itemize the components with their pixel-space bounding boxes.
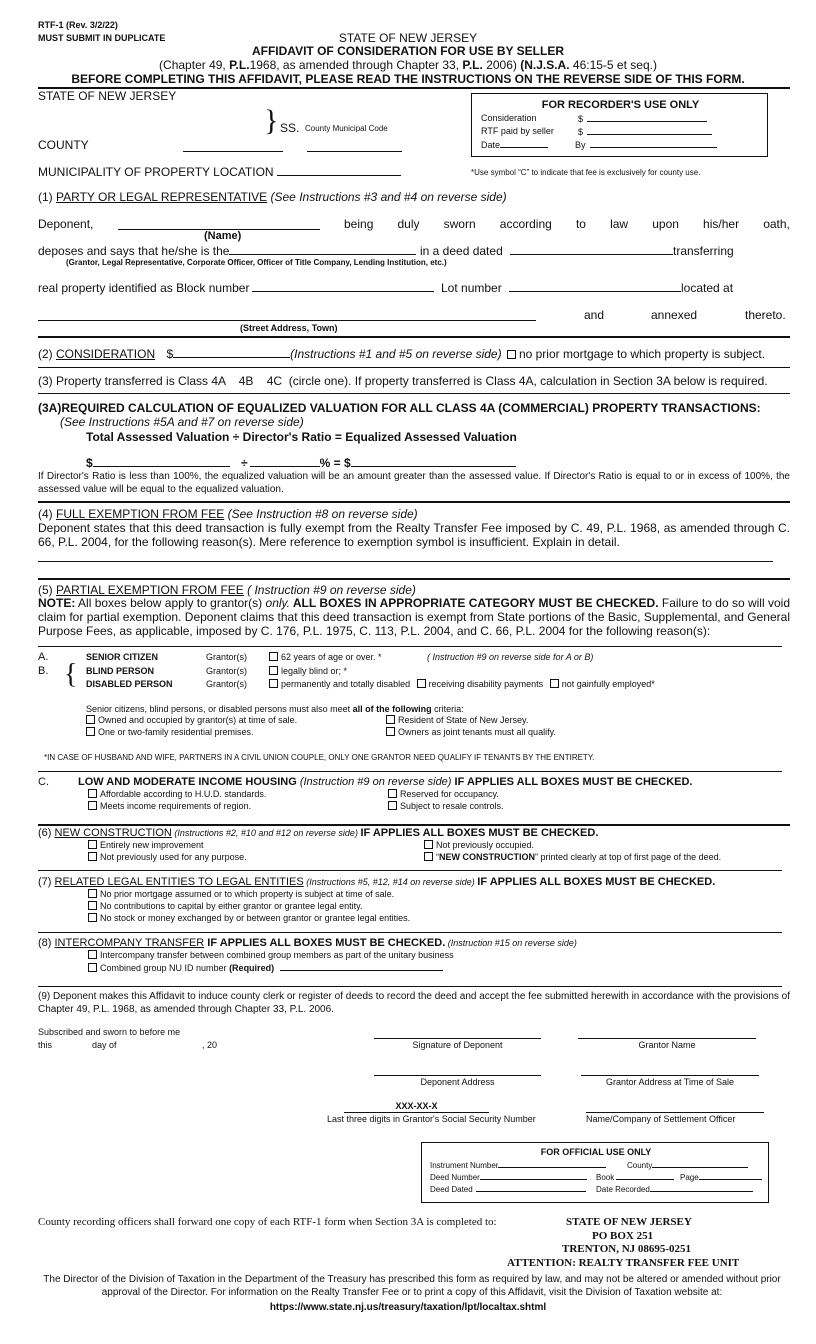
s2-rule (38, 367, 790, 368)
s3-rule (38, 393, 790, 394)
equalized-value-line[interactable] (351, 456, 516, 467)
consideration-amount-line[interactable] (173, 347, 290, 358)
s8-option-1: Intercompany transfer between combined group members as part of the unitary business (88, 950, 454, 960)
s1-transferring: transferring (673, 244, 734, 258)
s8-checkbox-1[interactable] (88, 950, 97, 959)
s1-lot: Lot number (441, 281, 681, 295)
addr-line-2: PO BOX 251 (592, 1230, 654, 1242)
s8-checkbox-2[interactable] (88, 963, 97, 972)
s1-thereto: thereto. (745, 308, 786, 322)
perm-disabled-checkbox[interactable] (269, 679, 278, 688)
recorder-consideration: Consideration (481, 113, 537, 123)
husband-wife-note: *IN CASE OF HUSBAND AND WIFE, PARTNERS IN A CIVIL UNION COUPLE, ONLY ONE GRANTOR NEED QUALIFY IF TENANTS BY THE ENTIRETY. (44, 753, 595, 762)
s3a-title: (3A)REQUIRED CALCULATION OF EQUALIZED VALUATION FOR ALL CLASS 4A (COMMERCIAL) PROPERTY TRANSACTIONS: (38, 401, 761, 415)
s7-heading: (7) RELATED LEGAL ENTITIES TO LEGAL ENTITIES (Instructions #5, #12, #14 on reverse side) IF APPLIES ALL BOXES MUST BE CHECKED. (38, 876, 716, 888)
municipality-line[interactable] (277, 165, 401, 176)
duplicate-notice: MUST SUBMIT IN DUPLICATE (38, 33, 166, 43)
recorder-date: Date (481, 139, 548, 150)
meets-checkbox[interactable] (88, 801, 97, 810)
reserved-option: Reserved for occupancy. (388, 789, 499, 799)
not-used-option: Not previously used for any purpose. (88, 852, 247, 862)
s4-rule (38, 578, 790, 580)
resale-checkbox[interactable] (388, 801, 397, 810)
s1-heading: (1) PARTY OR LEGAL REPRESENTATIVE (See Instructions #3 and #4 on reverse side) (38, 190, 507, 204)
directors-ratio-line[interactable] (250, 456, 320, 467)
addr-line-4: ATTENTION: REALTY TRANSFER FEE UNIT (507, 1257, 740, 1269)
s3a-rule (38, 501, 790, 503)
not-employed-checkbox[interactable] (550, 679, 559, 688)
street-caption: (Street Address, Town) (240, 323, 338, 333)
instruction-banner: BEFORE COMPLETING THIS AFFIDAVIT, PLEASE READ THE INSTRUCTIONS ON THE REVERSE SIDE OF THIS FORM. (71, 72, 745, 86)
joint-option: Owners as joint tenants must all qualify. (386, 727, 556, 737)
name-caption: (Name) (204, 230, 242, 242)
low-income-heading: LOW AND MODERATE INCOME HOUSING (Instruction #9 on reverse side) IF APPLIES ALL BOXES MUST BE CHECKED. (78, 776, 693, 788)
s3a-formula: Total Assessed Valuation ÷ Director's Ratio = Equalized Assessed Valuation (86, 430, 517, 444)
county-code-line[interactable] (307, 151, 402, 152)
s7-option-3: No stock or money exchanged by or between grantor or grantee legal entities. (88, 913, 410, 923)
official-box (421, 1142, 769, 1203)
settlement-line[interactable] (586, 1112, 764, 1113)
page-label: Page (680, 1172, 762, 1182)
deed-date-line[interactable] (510, 244, 673, 255)
no-mortgage-checkbox[interactable] (507, 350, 516, 359)
deed-number-line[interactable] (480, 1172, 587, 1180)
s6-heading: (6) NEW CONSTRUCTION (Instructions #2, #10 and #12 on reverse side) IF APPLIES ALL BOXES MUST BE CHECKED. (38, 827, 599, 839)
official-title: FOR OFFICIAL USE ONLY (540, 1147, 652, 1157)
disability-payments-checkbox[interactable] (417, 679, 426, 688)
s7-option-2: No contributions to capital by either grantor or grantee legal entity. (88, 901, 362, 911)
s3-class: (3) Property transferred is Class 4A 4B 4C (circle one). If property transferred is Class 4A, calculation in Section 3A below is required. (38, 374, 768, 388)
date-recorded-label: Date Recorded (596, 1184, 753, 1194)
joint-checkbox[interactable] (386, 727, 395, 736)
grantor-role-line[interactable] (229, 244, 416, 255)
official-county-line[interactable] (652, 1160, 748, 1168)
grantors-1: Grantor(s) (206, 652, 248, 662)
s6-rule (38, 870, 782, 871)
s5-brace: { (64, 659, 78, 690)
header-state: STATE OF NEW JERSEY (338, 31, 478, 45)
official-deed-dated-label: Deed Dated (430, 1184, 586, 1194)
lot-line[interactable] (509, 281, 681, 292)
ssn-line (344, 1112, 489, 1113)
s7-checkbox-3[interactable] (88, 913, 97, 922)
street-address-line[interactable] (38, 320, 536, 321)
criteria-text: Senior citizens, blind persons, or disabled persons must also meet all of the following criteria: (86, 704, 464, 714)
addr-line-3: TRENTON, NJ 08695-0251 (562, 1243, 692, 1255)
age-checkbox[interactable] (269, 652, 278, 661)
s1-annexed: annexed (651, 308, 698, 322)
this-label: this (38, 1040, 53, 1050)
recorder-title: FOR RECORDER'S USE ONLY (541, 99, 700, 111)
instrument-line[interactable] (498, 1160, 606, 1168)
official-county-label: County (627, 1160, 748, 1170)
county-line[interactable] (183, 151, 283, 152)
day-of-label: day of (92, 1040, 117, 1050)
director-text: The Director of the Division of Taxation in the Department of the Treasury has prescribed this form as required by law, and may not be altered or amended without prior approval of the Director. For information on the Realty Transfer Fee or to print a copy of this Affidavit, visit the Division of Taxation website at: (43, 1274, 781, 1298)
printed-option: “NEW CONSTRUCTION” printed clearly at top of first page of the deed. (424, 852, 721, 862)
owned-option: Owned and occupied by grantor(s) at time of sale. (86, 715, 297, 725)
grantors-2: Grantor(s) (206, 666, 248, 676)
official-deed-dated-line[interactable] (476, 1184, 586, 1192)
resale-option: Subject to resale controls. (388, 801, 504, 811)
grantor-name-line[interactable] (578, 1038, 756, 1039)
s3a-instr: (See Instructions #5A and #7 on reverse side) (60, 415, 304, 429)
settlement-label: Name/Company of Settlement Officer (586, 1114, 736, 1124)
symbol-note: *Use symbol “C” to indicate that fee is exclusively for county use. (471, 168, 701, 177)
recorder-by: By (575, 139, 717, 150)
senior-citizen-label: SENIOR CITIZEN (86, 652, 159, 662)
s5-b-rule (38, 771, 782, 772)
s1-block: real property identified as Block number (38, 281, 434, 295)
two-family-option: One or two-family residential premises. (86, 727, 254, 737)
recorder-box (471, 93, 768, 157)
recorder-dollar-2: $ (578, 126, 712, 137)
reserved-checkbox[interactable] (388, 789, 397, 798)
s5-b-label: B. (38, 665, 49, 677)
recorder-rtf-paid: RTF paid by seller (481, 126, 554, 136)
s5-c-label: C. (38, 776, 49, 788)
s7-checkbox-1[interactable] (88, 889, 97, 898)
s7-option-1: No prior mortgage assumed or to which property is subject at time of sale. (88, 889, 394, 899)
venue-county: COUNTY (38, 138, 89, 152)
age-option: 62 years of age or over. * (269, 652, 382, 662)
form-title: AFFIDAVIT OF CONSIDERATION FOR USE BY SELLER (251, 44, 564, 58)
year-label: , 20 (202, 1040, 218, 1050)
recorder-by-line[interactable] (590, 139, 717, 148)
recorder-dollar-1: $ (578, 113, 707, 124)
subscribed-text: Subscribed and sworn to before me (38, 1027, 181, 1037)
s5-note: NOTE: All boxes below apply to grantor(s) only. ALL BOXES IN APPROPRIATE CATEGORY MUST BE CHECKED. Failure to do so will void claim for partial exemption. Deponent claims that this deed transaction is exempt from State portions of the Basic, Supplemental, and General Purpose Fees, as applicable, imposed by C. 176, P.L. 1975, C. 113, P.L. 2004, and C. 66, P.L. 2004 for the following reason(s): (38, 596, 790, 638)
taxation-url[interactable]: https://www.state.nj.us/treasury/taxation/lpt/localtax.shtml (269, 1302, 547, 1313)
form-id: RTF-1 (Rev. 3/2/22) (38, 20, 118, 30)
s3a-note: If Director's Ratio is less than 100%, the equalized valuation will be an amount greater than the assessed value. If Director's Ratio is equal to or in excess of 100%, the assessed value will be equal to the equalized valuation. (38, 471, 790, 495)
venue-brace: } (264, 104, 279, 137)
s4-explain-line[interactable] (38, 561, 773, 562)
s5-rule (38, 824, 790, 826)
s4-text: Deponent states that this deed transaction is fully exempt from the Realty Transfer Fee imposed by C. 49, P.L. 1968, as amended through C. 66, P.L. 2004, for the following reason(s). Mere reference to exemption symbol is insufficient. Explain in detail. (38, 521, 790, 549)
sig-deponent-line[interactable] (374, 1038, 541, 1039)
assessed-value-line[interactable] (93, 456, 230, 467)
blind-checkbox[interactable] (269, 666, 278, 675)
county-code-label: County Municipal Code (305, 124, 388, 133)
s3a-calc: $ ÷ % = $ (86, 456, 516, 470)
resident-checkbox[interactable] (386, 715, 395, 724)
blind-person-label: BLIND PERSON (86, 666, 155, 676)
deponent-address-line[interactable] (374, 1075, 541, 1076)
deponent-address-label: Deponent Address (420, 1077, 495, 1087)
s1-deed-dated: in a deed dated (420, 244, 673, 258)
resident-option: Resident of State of New Jersey. (386, 715, 528, 725)
hud-option: Affordable according to H.U.D. standards. (88, 789, 266, 799)
s5-a-label: A. (38, 651, 49, 663)
s8-rule (38, 986, 782, 987)
s7-checkbox-2[interactable] (88, 901, 97, 910)
hud-checkbox[interactable] (88, 789, 97, 798)
page-line[interactable] (699, 1172, 762, 1180)
grantors-3: Grantor(s) (206, 679, 248, 689)
sig-deponent-label: Signature of Deponent (412, 1040, 503, 1050)
disabled-person-label: DISABLED PERSON (86, 679, 173, 689)
recorder-date-line[interactable] (500, 139, 548, 148)
s1-rule (38, 336, 790, 338)
s1-located: located at (681, 281, 734, 295)
ssn-label: Last three digits in Grantor's Social Security Number (327, 1114, 536, 1124)
s1-deposes: deposes and says that he/she is the (38, 244, 416, 258)
entirely-new-option: Entirely new improvement (88, 840, 204, 850)
form-subtitle: (Chapter 49, P.L.1968, as amended through Chapter 33, P.L. 2006) (N.J.S.A. 46:15-5 et seq.) (159, 58, 657, 72)
age-instr: ( Instruction #9 on reverse side for A or B) (427, 652, 594, 662)
deed-number-label: Deed Number (430, 1172, 587, 1182)
s2-line: (2) CONSIDERATION $ (Instructions #1 and #5 on reverse side) no prior mortgage to which property is subject. (38, 347, 766, 361)
addr-line-1: STATE OF NEW JERSEY (566, 1216, 692, 1228)
recorder-rtf-line[interactable] (587, 126, 712, 135)
disabled-options: permanently and totally disabled receiving disability payments not gainfully employed* (269, 679, 655, 689)
municipality-label: MUNICIPALITY OF PROPERTY LOCATION (38, 165, 401, 179)
s7-rule (38, 932, 782, 933)
ssn-value[interactable]: XXX-XX-X (395, 1101, 438, 1111)
forward-text: County recording officers shall forward one copy of each RTF-1 form when Section 3A is completed to: (38, 1216, 497, 1228)
s5-heading: (5) PARTIAL EXEMPTION FROM FEE ( Instruction #9 on reverse side) (38, 583, 416, 597)
s1-and: and (584, 308, 605, 322)
printed-checkbox[interactable] (424, 852, 433, 861)
s1-deponent: Deponent, (38, 217, 94, 231)
s4-heading: (4) FULL EXEMPTION FROM FEE (See Instruction #8 on reverse side) (38, 507, 418, 521)
s9-text: (9) Deponent makes this Affidavit to induce county clerk or register of deeds to record the deed and accept the fee submitted herewith in accordance with the provisions of Chapter 49, P.L. 1968, as amended through Chapter 33, P.L. 2006. (38, 991, 790, 1015)
venue-state: STATE OF NEW JERSEY (38, 89, 177, 103)
s5-note-rule (38, 646, 782, 647)
date-recorded-line[interactable] (650, 1184, 753, 1192)
grantor-address-label: Grantor Address at Time of Sale (605, 1077, 735, 1087)
not-used-checkbox[interactable] (88, 852, 97, 861)
s8-heading: (8) INTERCOMPANY TRANSFER IF APPLIES ALL BOXES MUST BE CHECKED. (Instruction #15 on reverse side) (38, 937, 577, 949)
two-family-checkbox[interactable] (86, 727, 95, 736)
instrument-label: Instrument Number (430, 1160, 606, 1170)
block-line[interactable] (252, 281, 434, 292)
book-line[interactable] (616, 1172, 674, 1180)
meets-option: Meets income requirements of region. (88, 801, 251, 811)
recorder-consideration-line[interactable] (587, 113, 707, 122)
grantor-caption: (Grantor, Legal Representative, Corporate Officer, Officer of Title Company, Lending Institution, etc.) (66, 258, 447, 267)
s8-option-2: Combined group NU ID number (Required) (88, 962, 443, 973)
blind-option: legally blind or; * (269, 666, 347, 676)
nu-id-line[interactable] (280, 962, 443, 971)
venue-ss: SS. (280, 121, 300, 135)
grantor-address-line[interactable] (581, 1075, 759, 1076)
grantor-name-label: Grantor Name (638, 1040, 696, 1050)
s1-oath-words: being duly sworn according to law upon his/her oath, (344, 217, 790, 231)
not-occupied-checkbox[interactable] (424, 840, 433, 849)
owned-checkbox[interactable] (86, 715, 95, 724)
not-occupied-option: Not previously occupied. (424, 840, 534, 850)
book-label: Book (596, 1172, 674, 1182)
entirely-new-checkbox[interactable] (88, 840, 97, 849)
